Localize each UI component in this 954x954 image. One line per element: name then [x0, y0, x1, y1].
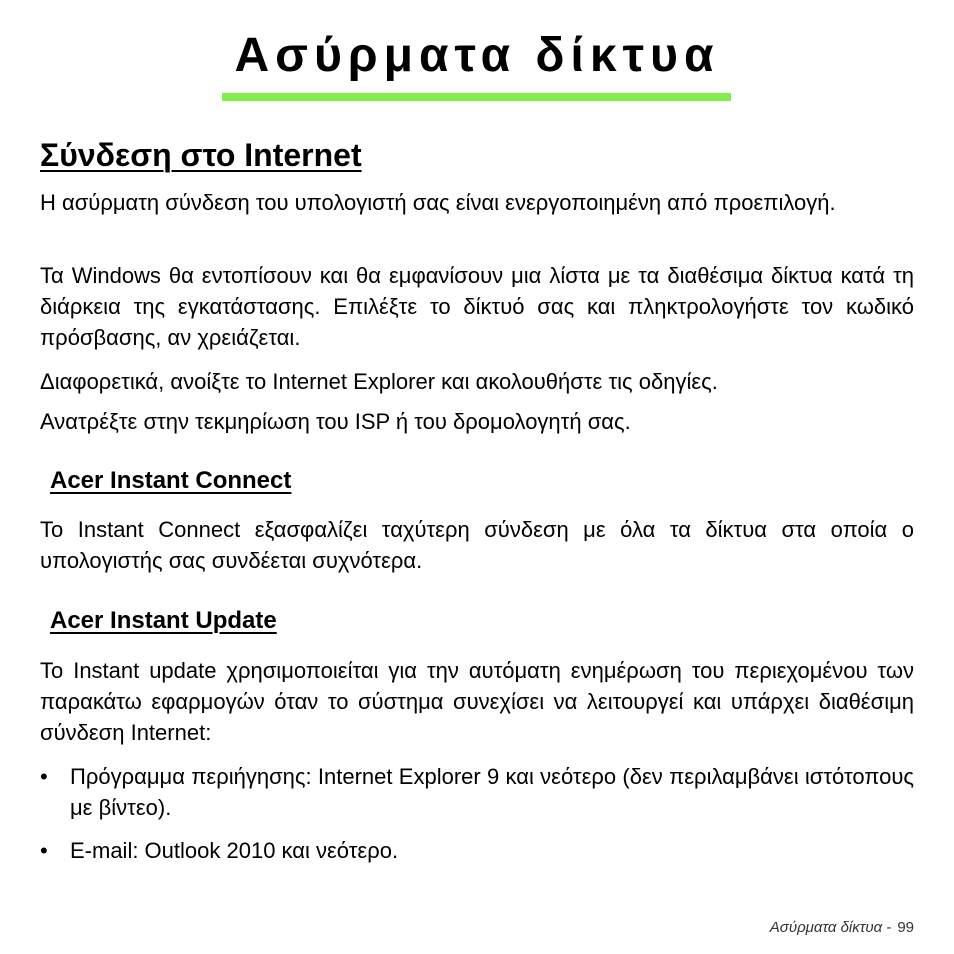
paragraph-internet-explorer: Διαφορετικά, ανοίξτε το Internet Explorer και ακολουθήστε τις οδηγίες. — [40, 369, 718, 394]
paragraph-isp-docs: Ανατρέξτε στην τεκμηρίωση του ISP ή του δρομολογητή σας. — [40, 409, 631, 434]
footer-label: Ασύρματα δίκτυα - — [769, 919, 892, 936]
subheading-instant-update: Acer Instant Update — [50, 607, 277, 634]
bullet-symbol: • — [40, 838, 48, 863]
paragraph-instant-connect: Το Instant Connect εξασφαλίζει ταχύτερη σύνδεση με όλα τα δίκτυα στα οποία ο υπολογιστής σας συνδέεται συχνότερα. — [40, 517, 914, 573]
list-item-text: E-mail: Outlook 2010 και νεότερο. — [70, 838, 399, 863]
bullet-symbol: • — [40, 764, 48, 789]
paragraph-instant-update: Το Instant update χρησιμοποιείται για την αυτόματη ενημέρωση του περιεχομένου των παρακάτω εφαρμογών όταν το σύστημα συνεχίσει να λειτουργεί και υπάρχει διαθέσιμη σύνδεση Internet: — [40, 658, 914, 745]
paragraph-windows-networks: Τα Windows θα εντοπίσουν και θα εμφανίσουν μια λίστα με τα διαθέσιμα δίκτυα κατά τη διάρκεια της εγκατάστασης. Επιλέξτε το δίκτυό σας και πληκτρολογήστε τον κωδικό πρόσβασης, αν χρειάζεται. — [40, 263, 914, 350]
list-item-browser — [40, 761, 914, 823]
page-title: Ασύρματα δίκτυα — [234, 29, 720, 82]
page-footer — [770, 918, 914, 938]
section-heading-internet: Σύνδεση στο Internet — [40, 137, 362, 173]
list-item-email — [40, 835, 914, 866]
list-item-text: Πρόγραμμα περιήγησης: Internet Explorer 9 και νεότερο (δεν περιλαμβάνει ιστότοπους με βίντεο). — [70, 764, 914, 820]
title-accent-bar — [222, 93, 731, 101]
paragraph-default-wireless: Η ασύρματη σύνδεση του υπολογιστή σας είναι ενεργοποιημένη από προεπιλογή. — [40, 190, 836, 215]
subheading-instant-connect: Acer Instant Connect — [50, 467, 292, 494]
page-number: 99 — [897, 919, 914, 936]
